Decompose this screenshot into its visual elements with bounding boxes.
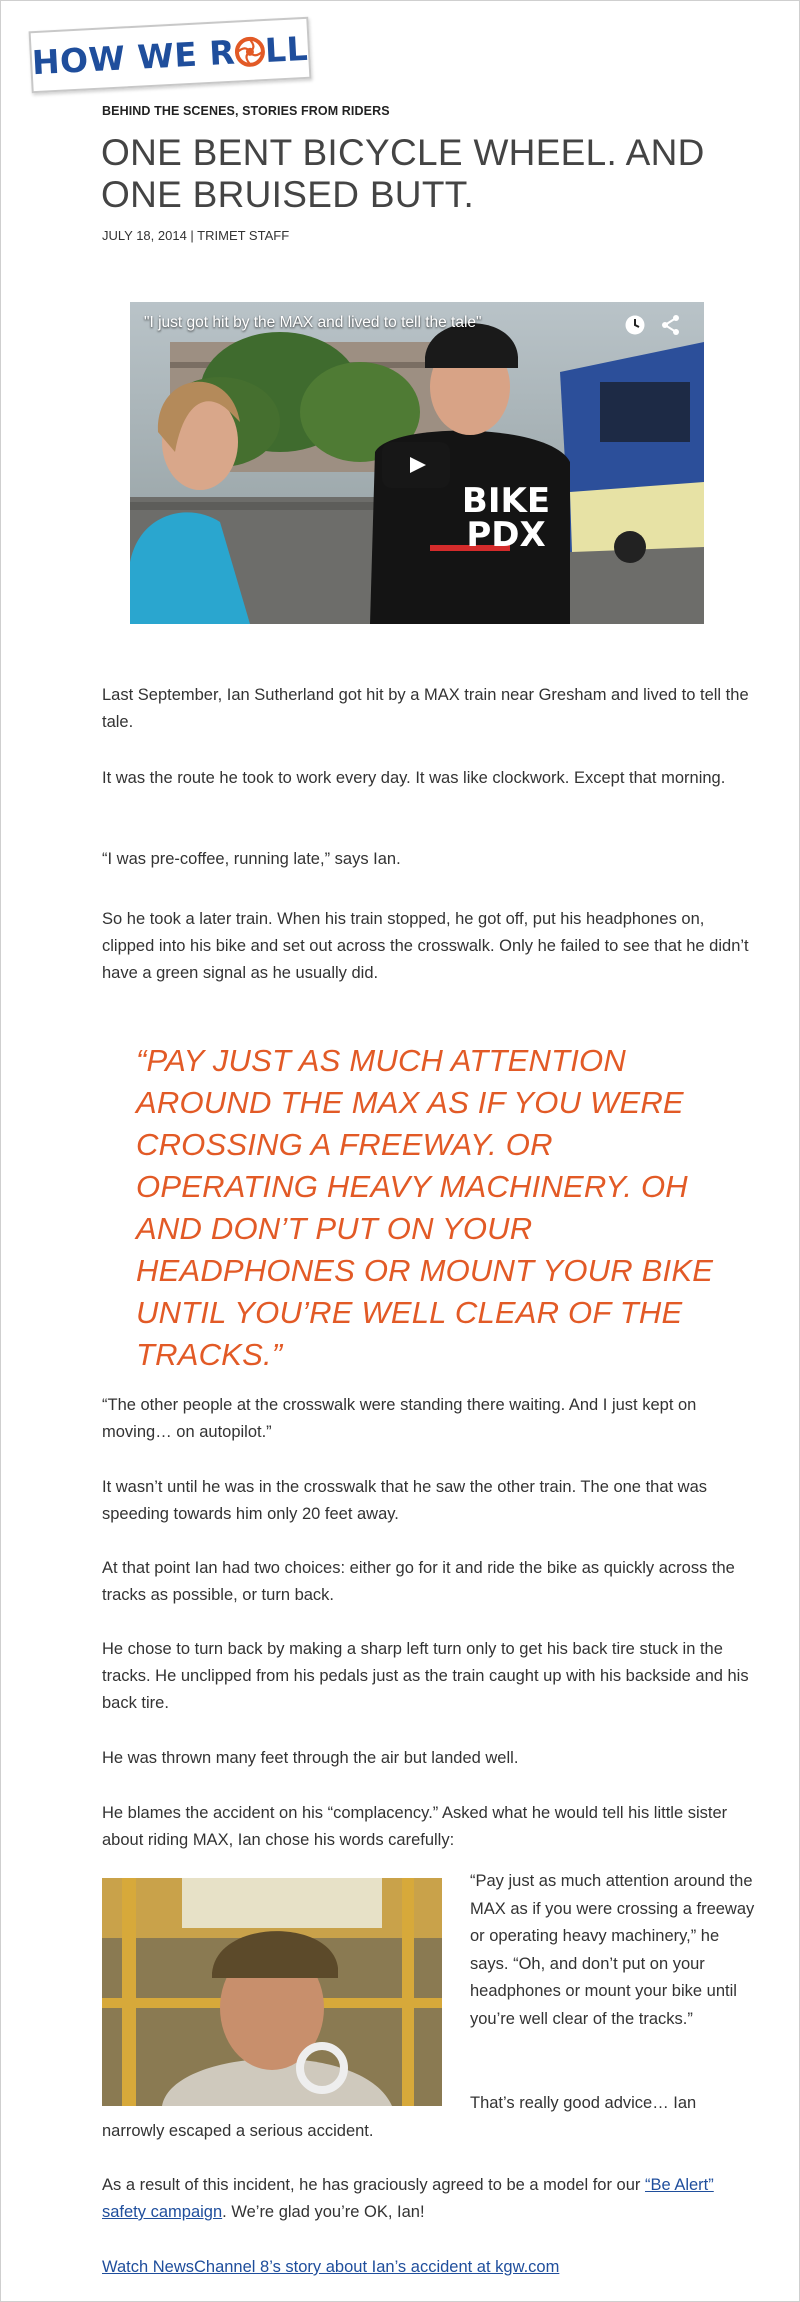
kgw-story-link[interactable]: Watch NewsChannel 8’s story about Ian’s accident at kgw.com	[102, 2258, 560, 2276]
side-quote: “Pay just as much attention around the MAX as if you were crossing a freeway or operating heavy machinery,” he says. “Oh, and don’t put on your headphones or mount your bike until you’re well clear of the tracks.”	[470, 1872, 755, 2028]
paragraph-8: He chose to turn back by making a sharp left turn only to get his back tire stuck in the tracks. He unclipped from his pedals just as the train caught up with his backside and his back tire.	[102, 1640, 749, 1712]
paragraph-5: “The other people at the crosswalk were standing there waiting. And I just kept on moving… on autopilot.”	[102, 1396, 697, 1441]
paragraph-12	[102, 2172, 752, 2226]
paragraph-2: It was the route he took to work every day. It was like clockwork. Except that morning.	[102, 769, 726, 787]
post-title: ONE BENT BICYCLE WHEEL. AND ONE BRUISED BUTT.	[101, 132, 705, 215]
paragraph-6: It wasn’t until he was in the crosswalk that he saw the other train. The one that was speeding towards him only 20 feet away.	[102, 1478, 708, 1523]
paragraph-1: Last September, Ian Sutherland got hit by a MAX train near Gresham and lived to tell the tale.	[102, 686, 749, 731]
paragraph-10: He blames the accident on his “complacency.” Asked what he would tell his little sister about riding MAX, Ian chose his words carefully:	[102, 1804, 728, 1849]
paragraph-12-text-after: . We’re glad you’re OK, Ian!	[222, 2203, 425, 2221]
share-icon[interactable]	[660, 314, 682, 336]
paragraph-7: At that point Ian had two choices: either go for it and ride the bike as quickly across the tracks as possible, or turn back.	[102, 1559, 735, 1604]
advice-line-2: narrowly escaped a serious accident.	[102, 2122, 374, 2140]
paragraph-9: He was thrown many feet through the air but landed well.	[102, 1749, 519, 1767]
be-alert-campaign-link[interactable]: “Be Alert” safety campaign	[102, 2176, 714, 2221]
play-button[interactable]	[382, 442, 450, 488]
video-embed[interactable]	[130, 302, 704, 624]
advice-line-1: That’s really good advice… Ian	[470, 2094, 697, 2112]
wheel-o-icon	[234, 36, 266, 68]
play-icon	[382, 442, 450, 488]
pull-quote: “PAY JUST AS MUCH ATTENTION AROUND THE MAX AS IF YOU WERE CROSSING A FREEWAY. OR OPERATING HEAVY MACHINERY. OH AND DON’T PUT ON YOUR HEADPHONES OR MOUNT YOUR BIKE UNTIL YOU’RE WELL CLEAR OF THE TRACKS.”	[136, 1043, 714, 1372]
paragraph-3: “I was pre-coffee, running late,” says Ian.	[102, 850, 401, 868]
post-meta: JULY 18, 2014 | TRIMET STAFF	[102, 228, 290, 243]
video-title[interactable]: "I just got hit by the MAX and lived to tell the tale"	[144, 314, 482, 331]
ian-photo	[102, 1878, 442, 2106]
paragraph-12-text-before: As a result of this incident, he has graciously agreed to be a model for our	[102, 2176, 645, 2194]
watch-later-icon[interactable]	[624, 314, 646, 336]
shirt-text: BIKE PDX	[461, 481, 551, 555]
post-category[interactable]: BEHIND THE SCENES, STORIES FROM RIDERS	[102, 104, 390, 118]
paragraph-4: So he took a later train. When his train stopped, he got off, put his headphones on, clipped into his bike and set out across the crosswalk. Only he failed to see that he didn’t have a green signal as he usually did.	[102, 910, 749, 982]
kgw-story-paragraph	[102, 2254, 752, 2281]
logo-wordmark: HOW WE R LL	[30, 28, 310, 82]
